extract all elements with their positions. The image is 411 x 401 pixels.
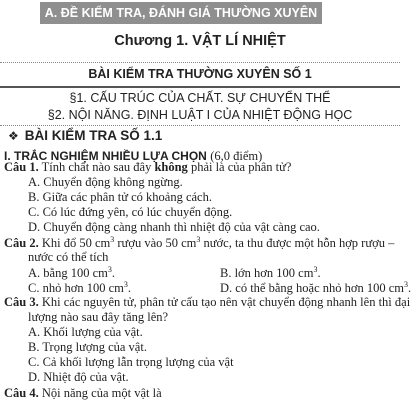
q3-option-b: B. Trọng lượng của vật. [28,340,147,354]
divider [0,62,400,63]
q2-option-d: D. có thể bằng hoặc nhỏ hơn 100 $cm^3$. [220,280,411,296]
question-3: Câu 3. Khi các nguyên tử, phân tử cấu tạo nên vật chuyển động nhanh lên thì đại [4,295,411,309]
question-3-cont: lượng nào sau đây tăng lên? [28,310,169,324]
q2-option-b: B. lớn hơn 100 $cm^3$. [220,265,321,281]
q3-option-a: A. Khối lượng của vật. [28,325,143,339]
question-4: Câu 4. Nội năng của một vật là [4,386,162,400]
divider [0,125,400,126]
q1-option-b: B. Giữa các phân tử có khoảng cách. [28,190,212,204]
q2-option-a: A. bằng 100 $cm^3$. [28,265,115,281]
q1-option-d: D. Chuyển động càng nhanh thì nhiệt độ của vật càng cao. [28,220,320,234]
q3-option-d: D. Nhiệt độ của vật. [28,370,129,384]
section-banner: A. ĐỀ KIỂM TRA, ĐÁNH GIÁ THƯỜNG XUYÊN [40,2,322,24]
question-1: Câu 1. Tính chất nào sau đây không phải là của phân tử? [4,160,292,174]
topic-1: §1. CẤU TRÚC CỦA CHẤT. SỰ CHUYỂN THỂ [69,91,331,105]
q2-option-c: C. nhỏ hơn 100 $cm^3$. [28,280,131,296]
q1-option-a: A. Chuyển động không ngừng. [28,175,183,189]
divider [0,86,400,88]
section-heading: I. TRẮC NGHIỆM NHIỀU LỰA CHỌN (6,0 điểm) [4,149,263,163]
q3-option-c: C. Cả khối lượng lẫn trọng lượng của vật [28,355,234,369]
diamond-bullet-icon: ❖ [8,129,19,143]
test-title: ❖ BÀI KIỂM TRA SỐ 1.1 [8,128,163,143]
question-2-cont: nước có thể tích [28,250,109,264]
topic-2: §2. NỘI NĂNG. ĐỊNH LUẬT I CỦA NHIỆT ĐỘNG HỌC [47,108,353,122]
question-2: Câu 2. Khi đổ 50 $cm^3$ rượu vào 50 $cm^3$ nước, ta thu được một hỗn hợp rượu – [4,235,395,251]
chapter-title: Chương 1. VẬT LÍ NHIỆT [114,33,286,49]
test-series-title: BÀI KIỂM TRA THƯỜNG XUYÊN SỐ 1 [88,67,312,81]
q1-option-c: C. Có lúc đứng yên, có lúc chuyển động. [28,205,233,219]
